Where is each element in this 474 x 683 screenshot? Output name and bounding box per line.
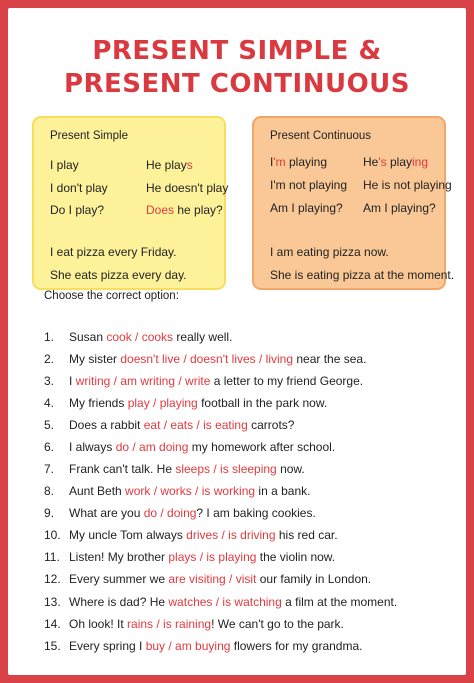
item-text-before: I	[69, 374, 76, 388]
item-text-after: ! We can't go to the park.	[211, 617, 344, 631]
item-text-after: football in the park now.	[197, 396, 328, 410]
item-text-after: a film at the moment.	[281, 595, 398, 609]
simple-example-2: She eats pizza every day.	[50, 268, 187, 282]
item-text-before: Does a rabbit	[69, 418, 144, 432]
continuous-row-3-a: Am I playing?	[270, 201, 343, 215]
simple-row-3-a: Do I play?	[50, 203, 105, 217]
exercise-item	[8, 484, 466, 504]
exercise-item	[8, 595, 466, 615]
item-sentence	[69, 484, 310, 498]
item-number: 2.	[44, 352, 55, 366]
continuous-row-1-b-mid: play	[386, 155, 412, 169]
item-text-before: I always	[69, 440, 116, 454]
continuous-example-2: She is eating pizza at the moment.	[270, 268, 455, 282]
item-text-after: now.	[276, 462, 305, 476]
exercise-item	[8, 418, 466, 438]
exercise-heading: Choose the correct option:	[44, 290, 179, 302]
item-text-before: Aunt Beth	[69, 484, 126, 498]
item-text-before: Where is dad? He	[69, 595, 169, 609]
simple-example-1: I eat pizza every Friday.	[50, 245, 177, 259]
item-sentence	[69, 617, 344, 631]
item-text-after: my homework after school.	[188, 440, 336, 454]
exercise-item	[8, 330, 466, 350]
item-text-after: our family in London.	[256, 572, 372, 586]
item-options[interactable]: work / works / is working	[125, 484, 256, 498]
continuous-row-1-a-post: playing	[285, 155, 328, 169]
simple-row-1-b-highlight: s	[186, 158, 193, 172]
present-continuous-box	[252, 116, 455, 290]
item-number: 1.	[44, 330, 55, 344]
simple-row-1-b-text: He play	[146, 158, 187, 172]
simple-row-2-b: He doesn't play	[146, 181, 229, 195]
item-text-before: Every summer we	[69, 572, 169, 586]
simple-row-2-a: I don't play	[50, 181, 108, 195]
item-options[interactable]: play / playing	[127, 396, 198, 410]
continuous-example-1: I am eating pizza now.	[270, 245, 389, 259]
exercise-item	[8, 506, 466, 526]
item-options[interactable]: drives / is driving	[186, 528, 276, 542]
item-options[interactable]: sleeps / is sleeping	[175, 462, 277, 476]
item-text-before: My friends	[69, 396, 128, 410]
item-sentence	[69, 330, 232, 344]
item-text-after: a letter to my friend George.	[210, 374, 364, 388]
item-sentence	[69, 374, 363, 388]
item-options[interactable]: buy / am buying	[145, 639, 231, 653]
title-line-1: PRESENT SIMPLE &	[92, 36, 382, 66]
item-number: 15.	[44, 639, 61, 653]
item-options[interactable]: do / doing	[143, 506, 197, 520]
exercise-item	[8, 352, 466, 372]
exercise-item	[8, 550, 466, 570]
continuous-row-1-b-pre: He	[363, 155, 379, 169]
item-options[interactable]: plays / is playing	[168, 550, 257, 564]
item-sentence	[69, 418, 294, 432]
item-text-before: Listen! My brother	[69, 550, 169, 564]
continuous-row-1-b-highlight-2: ing	[412, 155, 429, 169]
item-text-after: in a bank.	[255, 484, 311, 498]
exercise-item	[8, 617, 466, 637]
item-sentence	[69, 352, 366, 366]
continuous-row-3-b: Am I playing?	[363, 201, 436, 215]
item-text-after: really well.	[173, 330, 233, 344]
exercise-item	[8, 440, 466, 460]
item-number: 3.	[44, 374, 55, 388]
exercise-item	[8, 639, 466, 659]
item-options[interactable]: watches / is watching	[168, 595, 282, 609]
item-text-after: his red car.	[275, 528, 338, 542]
item-options[interactable]: doesn't live / doesn't lives / living	[120, 352, 294, 366]
present-continuous-heading: Present Continuous	[270, 130, 372, 142]
item-text-before: My uncle Tom always	[69, 528, 187, 542]
exercise-item	[8, 374, 466, 394]
continuous-row-1-a	[270, 155, 327, 169]
exercise-item	[8, 462, 466, 482]
item-sentence	[69, 440, 335, 454]
item-number: 12.	[44, 572, 61, 586]
item-sentence	[69, 396, 327, 410]
continuous-row-2-b: He is not playing	[363, 178, 452, 192]
item-options[interactable]: do / am doing	[115, 440, 189, 454]
exercise-item	[8, 572, 466, 592]
item-number: 13.	[44, 595, 61, 609]
simple-row-3-b	[146, 203, 223, 217]
item-text-after: near the sea.	[293, 352, 367, 366]
item-number: 7.	[44, 462, 55, 476]
present-simple-box	[32, 116, 229, 290]
simple-row-1-b	[146, 158, 193, 172]
item-number: 14.	[44, 617, 61, 631]
item-text-before: Every spring I	[69, 639, 146, 653]
continuous-row-1-b	[363, 155, 428, 169]
continuous-row-1-b-highlight: 's	[378, 155, 387, 169]
item-number: 4.	[44, 396, 55, 410]
exercise-item	[8, 528, 466, 548]
item-options[interactable]: are visiting / visit	[168, 572, 257, 586]
exercise-item	[8, 396, 466, 416]
simple-row-1-a: I play	[50, 158, 79, 172]
item-number: 6.	[44, 440, 55, 454]
item-sentence	[69, 506, 316, 520]
present-simple-heading: Present Simple	[50, 130, 128, 142]
simple-row-3-b-highlight: Does	[146, 203, 175, 217]
continuous-row-2-a: I'm not playing	[270, 178, 347, 192]
item-number: 11.	[44, 550, 60, 564]
item-options[interactable]: eat / eats / is eating	[143, 418, 248, 432]
item-sentence	[69, 462, 305, 476]
item-options[interactable]: rains / is raining	[127, 617, 212, 631]
simple-row-3-b-text: he play?	[174, 203, 223, 217]
item-sentence	[69, 550, 335, 564]
item-text-after: flowers for my grandma.	[230, 639, 363, 653]
continuous-row-1-a-highlight: 'm	[273, 155, 286, 169]
item-sentence	[69, 572, 371, 586]
item-options[interactable]: cook / cooks	[106, 330, 174, 344]
item-text-after: ? I am baking cookies.	[196, 506, 316, 520]
item-options[interactable]: writing / am writing / write	[75, 374, 211, 388]
item-text-before: What are you	[69, 506, 144, 520]
item-text-after: the violin now.	[256, 550, 336, 564]
item-number: 9.	[44, 506, 55, 520]
item-number: 5.	[44, 418, 55, 432]
item-number: 10.	[44, 528, 61, 542]
worksheet	[8, 8, 466, 675]
item-text-before: My sister	[69, 352, 121, 366]
continuous-row-1-a-pre: I	[270, 155, 274, 169]
title-line-2: PRESENT CONTINUOUS	[63, 69, 411, 99]
item-text-before: Oh look! It	[69, 617, 128, 631]
item-sentence	[69, 528, 338, 542]
item-text-before: Frank can't talk. He	[69, 462, 176, 476]
item-text-before: Susan	[69, 330, 107, 344]
item-sentence	[69, 595, 397, 609]
item-text-after: carrots?	[247, 418, 295, 432]
item-number: 8.	[44, 484, 55, 498]
worksheet-title	[8, 35, 466, 101]
item-sentence	[69, 639, 362, 653]
